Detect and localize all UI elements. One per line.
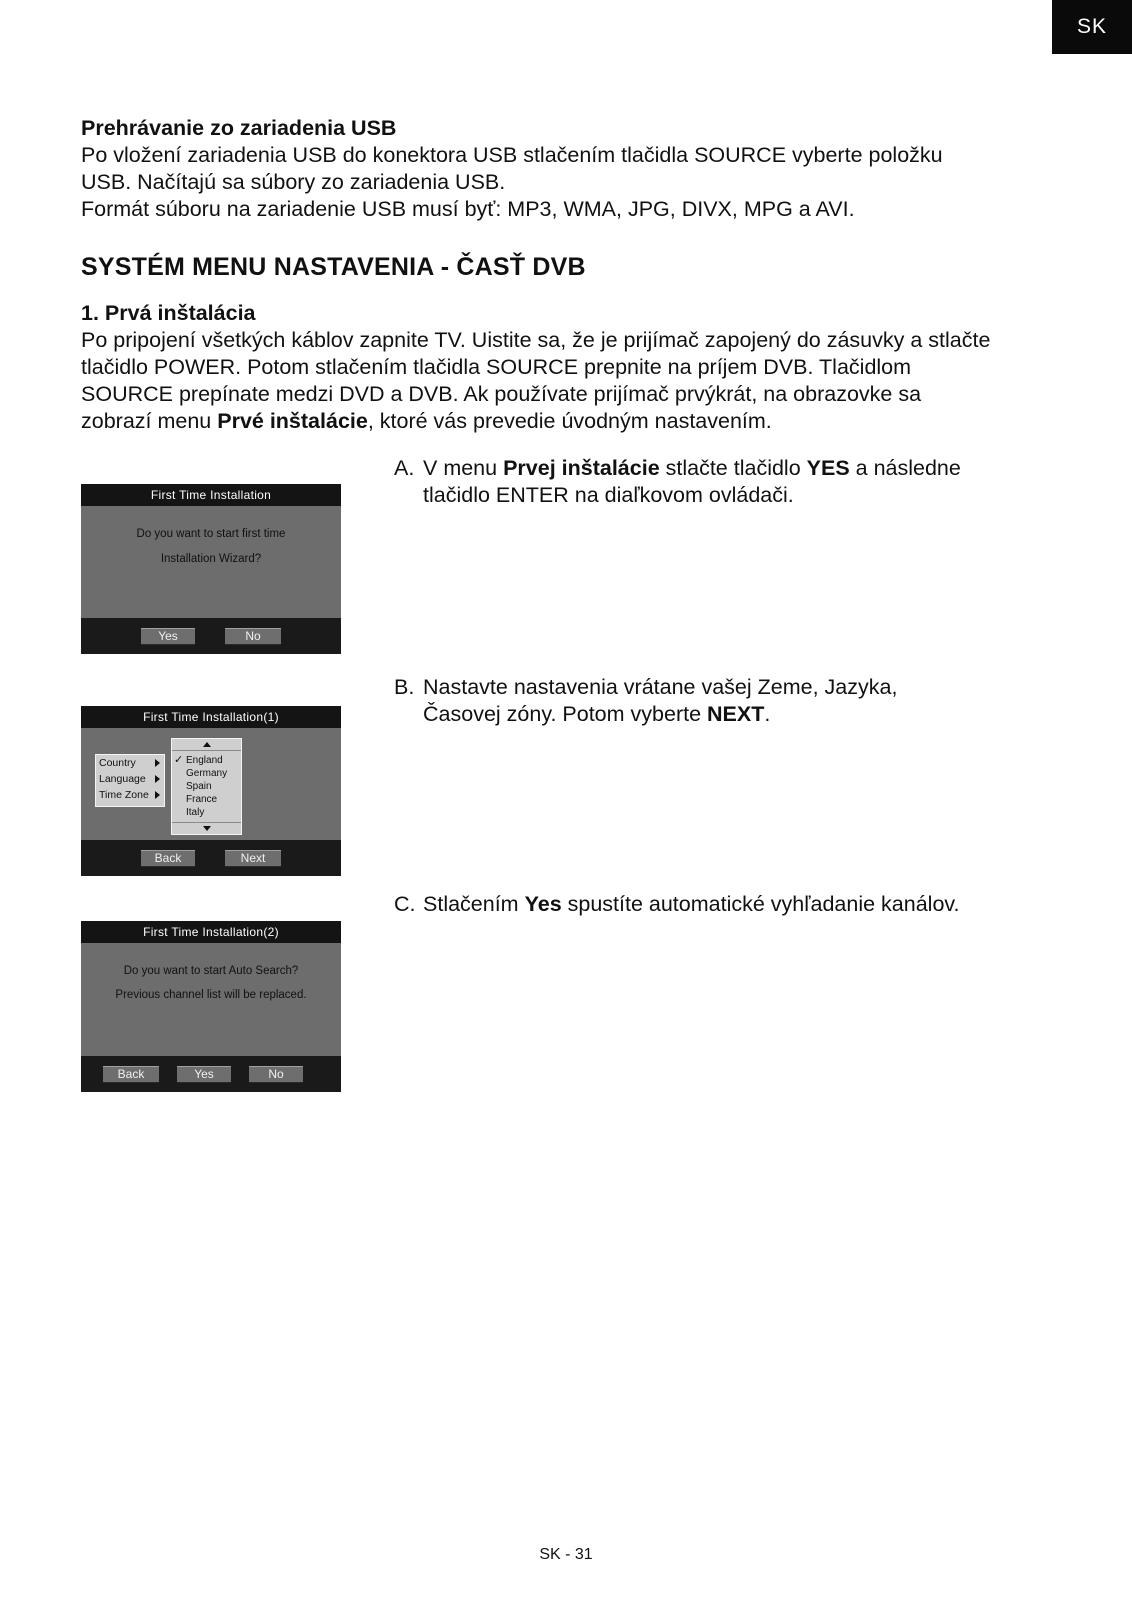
screen-message-2: Previous channel list will be replaced. bbox=[115, 989, 307, 1001]
option-france[interactable] bbox=[172, 793, 241, 806]
first-install-heading: 1. Prvá inštalácia bbox=[81, 301, 256, 325]
first-install-line-3: SOURCE prepínate medzi DVD a DVB. Ak používate prijímač prvýkrát, na obrazovke sa bbox=[81, 382, 922, 406]
menu-item-country[interactable] bbox=[96, 755, 164, 771]
section-title: SYSTÉM MENU NASTAVENIA - ČASŤ DVB bbox=[81, 253, 586, 281]
step-a-p3: a následne bbox=[849, 456, 961, 480]
no-button[interactable]: No bbox=[249, 1066, 303, 1083]
first-time-installation-2-screen bbox=[81, 921, 341, 1092]
settings-menu bbox=[95, 754, 165, 807]
no-button[interactable]: No bbox=[225, 628, 281, 645]
menu-item-language[interactable] bbox=[96, 771, 164, 787]
step-b-letter: B. bbox=[394, 675, 415, 699]
first-install-line-4-bold: Prvé inštalácie bbox=[217, 409, 368, 433]
screen-title: First Time Installation(2) bbox=[81, 921, 341, 943]
first-install-section bbox=[81, 300, 1061, 435]
first-install-line-4-pre: zobrazí menu bbox=[81, 409, 218, 433]
back-button[interactable]: Back bbox=[103, 1066, 159, 1083]
yes-button[interactable]: Yes bbox=[177, 1066, 231, 1083]
option-label: England bbox=[186, 755, 223, 766]
usb-heading: Prehrávanie zo zariadenia USB bbox=[81, 116, 397, 140]
first-install-line-4-post: , ktoré vás prevedie úvodným nastavením. bbox=[367, 409, 772, 433]
usb-line-2: USB. Načítajú sa súbory zo zariadenia USB. bbox=[81, 170, 506, 194]
menu-item-label: Time Zone bbox=[99, 789, 149, 801]
option-spain[interactable] bbox=[172, 780, 241, 793]
step-c-p1: Stlačením bbox=[423, 892, 525, 916]
option-label: Italy bbox=[186, 807, 205, 818]
step-c-line-1 bbox=[423, 891, 1034, 918]
step-b-line-2 bbox=[423, 701, 1034, 728]
usb-line-1: Po vložení zariadenia USB do konektora USB stlačením tlačidla SOURCE vyberte položku bbox=[81, 143, 943, 167]
option-england[interactable] bbox=[172, 754, 241, 767]
step-a-line-2: tlačidlo ENTER na diaľkovom ovládači. bbox=[423, 483, 794, 507]
scroll-down-button[interactable] bbox=[172, 822, 241, 834]
step-a-p2: stlačte tlačidlo bbox=[659, 456, 807, 480]
country-list bbox=[171, 738, 242, 835]
language-tab: SK bbox=[1052, 0, 1132, 54]
screen-title: First Time Installation(1) bbox=[81, 706, 341, 728]
step-b-line-1: Nastavte nastavenia vrátane vašej Zeme, Jazyka, bbox=[423, 675, 898, 699]
chevron-right-icon bbox=[155, 791, 160, 799]
step-a-b1: Prvej inštalácie bbox=[503, 456, 660, 480]
step-c bbox=[394, 891, 1034, 918]
chevron-right-icon bbox=[155, 775, 160, 783]
option-label: France bbox=[186, 794, 218, 805]
first-install-line-1: Po pripojení všetkých káblov zapnite TV. Uistite sa, že je prijímač zapojený do zásuvky a stlačte bbox=[81, 328, 991, 352]
step-c-letter: C. bbox=[394, 892, 416, 916]
option-label: Spain bbox=[186, 781, 212, 792]
step-a-letter: A. bbox=[394, 456, 415, 480]
step-a-b2: YES bbox=[806, 456, 850, 480]
menu-item-label: Language bbox=[99, 773, 146, 785]
screen-message-1: Do you want to start first time bbox=[136, 528, 286, 540]
screen-message-1: Do you want to start Auto Search? bbox=[123, 965, 299, 977]
usb-section bbox=[81, 115, 1061, 223]
arrow-down-icon bbox=[203, 826, 211, 831]
usb-line-3: Formát súboru na zariadenie USB musí byť: MP3, WMA, JPG, DIVX, MPG a AVI. bbox=[81, 197, 855, 221]
back-button[interactable]: Back bbox=[141, 850, 195, 867]
step-b bbox=[394, 674, 1034, 728]
first-install-line-4 bbox=[81, 408, 1061, 435]
option-italy[interactable] bbox=[172, 806, 241, 819]
scroll-up-button[interactable] bbox=[172, 739, 241, 751]
next-button[interactable]: Next bbox=[225, 850, 281, 867]
screen-footer bbox=[81, 618, 341, 654]
screen-footer bbox=[81, 1056, 341, 1092]
step-a bbox=[394, 455, 1034, 509]
check-icon: ✓ bbox=[174, 754, 184, 766]
step-b-p2: . bbox=[764, 702, 771, 726]
step-c-b1: Yes bbox=[524, 892, 562, 916]
screen-footer bbox=[81, 840, 341, 876]
menu-item-time-zone[interactable] bbox=[96, 787, 164, 803]
arrow-up-icon bbox=[203, 742, 211, 747]
yes-button[interactable]: Yes bbox=[141, 628, 195, 645]
step-b-p1: Časovej zóny. Potom vyberte bbox=[423, 702, 708, 726]
chevron-right-icon bbox=[155, 759, 160, 767]
step-c-p2: spustíte automatické vyhľadanie kanálov. bbox=[561, 892, 960, 916]
menu-item-label: Country bbox=[99, 757, 136, 769]
first-install-line-2: tlačidlo POWER. Potom stlačením tlačidla SOURCE prepnite na príjem DVB. Tlačidlom bbox=[81, 355, 912, 379]
screen-title: First Time Installation bbox=[81, 484, 341, 506]
country-options bbox=[172, 754, 241, 819]
first-time-installation-screen bbox=[81, 484, 341, 654]
step-b-b1: NEXT bbox=[707, 702, 765, 726]
page-number: SK - 31 bbox=[539, 1546, 593, 1563]
option-label: Germany bbox=[186, 768, 228, 779]
option-germany[interactable] bbox=[172, 767, 241, 780]
step-a-p1: V menu bbox=[423, 456, 504, 480]
screen-message-2: Installation Wizard? bbox=[160, 553, 262, 565]
step-a-line-1 bbox=[423, 455, 1034, 482]
first-time-installation-1-screen bbox=[81, 706, 341, 876]
